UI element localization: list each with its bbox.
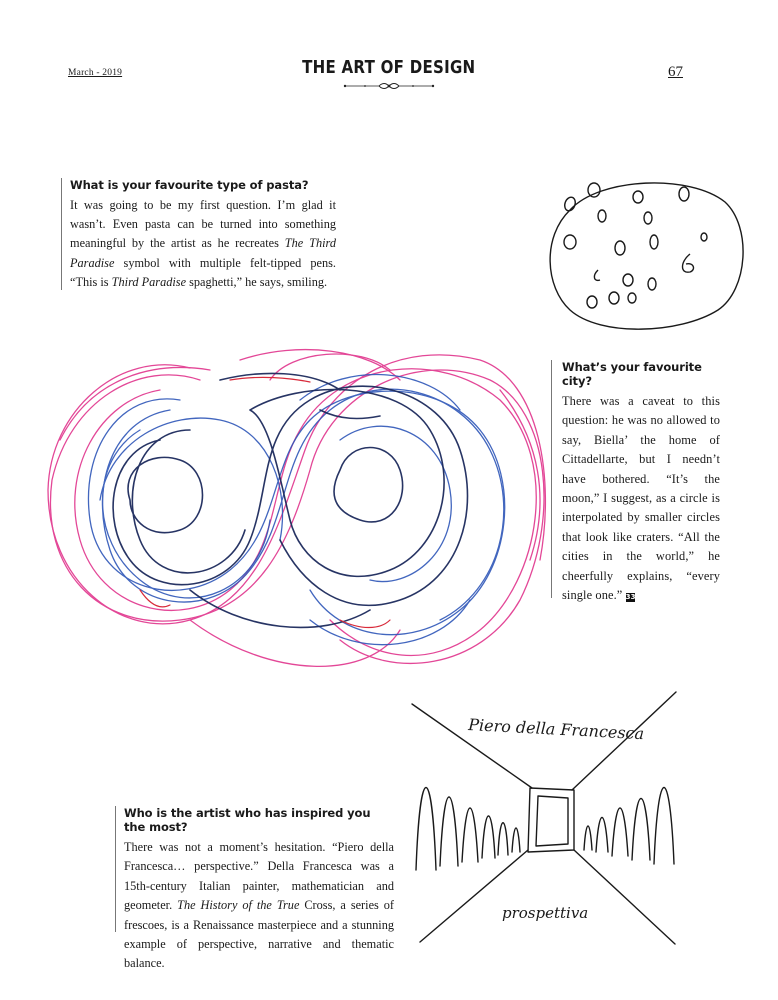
answer-inspiration: There was not a moment’s hesitation. “Piero della Francesca… perspective.” Della Francesca was a 15th-century Italian painter, mathematician and geometer. The History of the True Cross, a series of frescoes, is a Renaissance masterpiece and a stunning example of perspective, narrative and thematic balance. xyxy=(124,840,395,971)
moon-sketch xyxy=(540,172,750,342)
masthead xyxy=(252,58,526,92)
magazine-title: THE ART OF DESIGN xyxy=(302,58,476,78)
ornament-divider xyxy=(343,80,435,92)
answer-pasta: It was going to be my first question. I’m glad it wasn’t. Even pasta can be turned into something meaningful by the artist as he recreates The Third Paradise symbol with multiple felt-tipped pens. “This is Third Paradise spaghetti,” he says, smiling. xyxy=(70,198,336,289)
qa-inspiration xyxy=(115,806,395,971)
third-paradise-spaghetti-sketch xyxy=(40,320,560,690)
qa-pasta xyxy=(61,178,336,290)
end-of-article-mark: 33 xyxy=(625,593,636,602)
question-pasta: What is your favourite type of pasta? xyxy=(70,178,309,192)
page-number: 67 xyxy=(668,64,683,80)
question-city: What’s your favourite city? xyxy=(562,360,702,388)
issue-date: March - 2019 xyxy=(68,68,123,78)
sketch-label-top: Piero della Francesca xyxy=(467,715,645,744)
qa-city xyxy=(551,360,720,603)
answer-city: There was a caveat to this question: he was no allowed to say, Biella’ the home of Cittadellarte, but I needn’t have bothered. “It’s the moon,” I suggest, as a circle is interpolated by smaller circles that look like craters. “All the cities in the world,” he cheerfully explains, “every single one.” 33 xyxy=(562,394,720,603)
question-inspiration: Who is the artist who has inspired you the most? xyxy=(124,806,371,834)
sketch-label-bottom: prospettiva xyxy=(502,904,589,922)
perspective-corridor-sketch xyxy=(410,690,680,950)
